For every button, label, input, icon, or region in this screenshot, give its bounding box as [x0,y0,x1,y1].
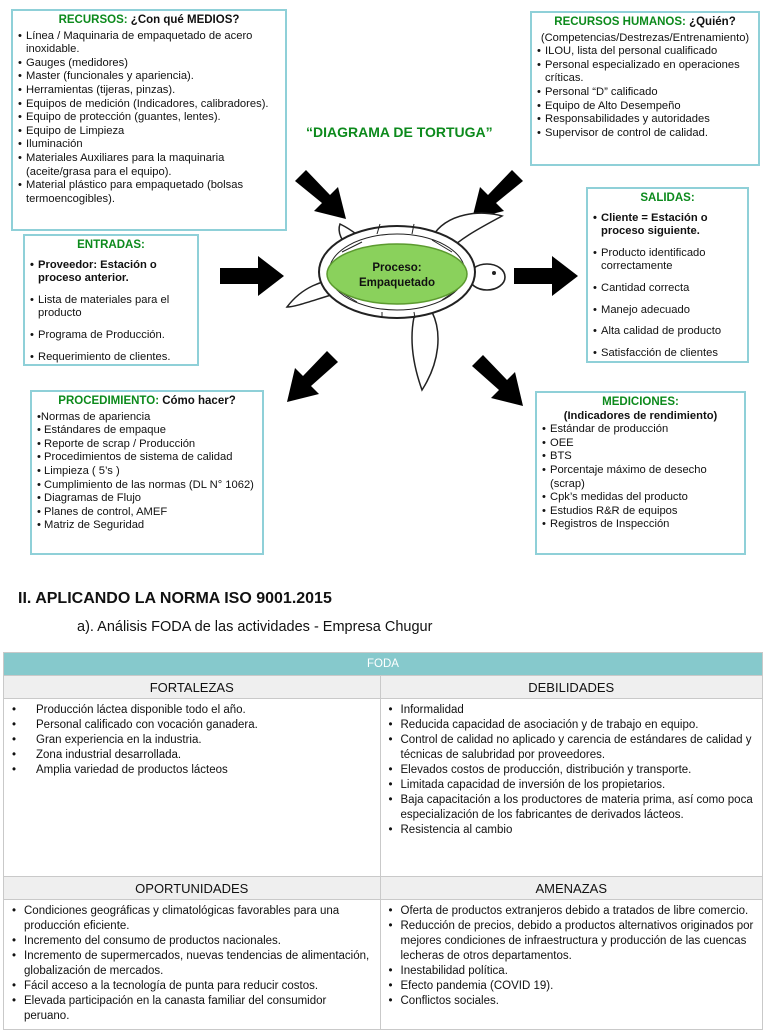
debilidades-list [381,699,763,838]
procedimiento-list [37,411,257,533]
list-item: • Limitada capacidad de inversión de los propietarios. [387,778,757,793]
list-item: • Proveedor: Estación o proceso anterior. [30,259,192,286]
list-item: • Amplia variedad de productos lácteos [10,763,374,778]
list-item: • Diagramas de Flujo [37,492,142,505]
list-item: • Equipos de medición (Indicadores, calibradores). [18,98,280,112]
list-item: • Línea / Maquinaria de empaquetado de acero inoxidable. [18,30,280,57]
arrow-right-out [512,252,580,300]
list-item: • Programa de Producción. [30,329,192,343]
fortalezas-list [4,699,380,778]
entradas-heading: ENTRADAS: [77,239,145,251]
list-item: • Fácil acceso a la tecnología de punta para reducir costos. [10,979,374,994]
list-item: • Herramientas (tijeras, pinzas). [18,84,280,98]
list-item: • Condiciones geográficas y climatológicas favorables para una producción eficiente. [10,904,374,934]
list-item: • Incremento del consumo de productos nacionales. [10,934,374,949]
list-item: • Reducción de precios, debido a productos alternativos originados por mejores condiciones de infraestructura y producción de las cuencas lecheras de otros departamentos. [387,919,757,964]
list-item: • ILOU, lista del personal cualificado [537,45,753,59]
diagram-title: “DIAGRAMA DE TORTUGA” [306,124,493,140]
list-item: • Equipo de Limpieza [18,125,280,139]
list-item: • Limpieza ( 5’s ) [37,464,120,477]
list-item: • BTS [542,450,739,464]
list-item: • Planes de control, AMEF [37,505,168,518]
list-item: • Gran experiencia en la industria. [10,733,374,748]
fortalezas-header: FORTALEZAS [4,676,381,699]
recursos-list [18,30,280,207]
list-item: • Resistencia al cambio [387,823,757,838]
entradas-list [30,259,192,365]
amenazas-cell [380,900,763,1030]
rrhh-heading: RECURSOS HUMANOS: ¿Quién? [554,16,736,28]
procedimiento-heading: PROCEDIMIENTO: Cómo hacer? [58,395,236,407]
debilidades-header: DEBILIDADES [380,676,763,699]
recursos-heading: RECURSOS: ¿Con qué MEDIOS? [58,14,240,26]
list-item: • Zona industrial desarrollada. [10,748,374,763]
entradas-box [23,234,199,366]
mediciones-box [535,391,746,555]
list-item: • Responsabilidades y autoridades [537,113,753,127]
oportunidades-header: OPORTUNIDADES [4,877,381,900]
oportunidades-cell [4,900,381,1030]
list-item: • Producción láctea disponible todo el año. [10,703,374,718]
salidas-heading: SALIDAS: [640,192,695,204]
rrhh-box [530,11,760,166]
mediciones-heading: MEDICIONES: [602,396,679,408]
list-item: • Elevada participación en la canasta familiar del consumidor peruano. [10,994,374,1024]
list-item: • Gauges (medidores) [18,57,280,71]
list-item: • Equipo de Alto Desempeño [537,100,753,114]
amenazas-header: AMENAZAS [380,877,763,900]
list-item: • Registros de Inspección [542,518,739,532]
list-item: • Manejo adecuado [593,304,742,318]
list-item: • Elevados costos de producción, distribución y transporte. [387,763,757,778]
foda-title: FODA [4,653,763,676]
list-item: • Estudios R&R de equipos [542,505,739,519]
list-item: • Reducida capacidad de asociación y de trabajo en equipo. [387,718,757,733]
list-item: • Personal especializado en operaciones críticas. [537,59,753,86]
list-item: • Conflictos sociales. [387,994,757,1009]
procedimiento-box [30,390,264,555]
rrhh-subtitle: (Competencias/Destrezas/Entrenamiento) [540,31,750,44]
section-heading: II. APLICANDO LA NORMA ISO 9001.2015 [18,590,332,607]
list-item: • Materiales Auxiliares para la maquinaria (aceite/grasa para el equipo). [18,152,280,179]
mediciones-subtitle: (Indicadores de rendimiento) [563,409,718,422]
debilidades-cell [380,699,763,877]
list-item: • Matriz de Seguridad [37,519,145,532]
list-item: • Satisfacción de clientes [593,347,742,361]
mediciones-list [542,423,739,532]
list-item: • Control de calidad no aplicado y carencia de estándares de calidad y técnicas de salubridad por proveedores. [387,733,757,763]
arrow-left-in [218,252,286,300]
process-label-line2: Empaquetado [358,277,436,289]
foda-table [3,652,763,1030]
list-item: • Incremento de supermercados, nuevas tendencias de alimentación, globalización de mercados. [10,949,374,979]
amenazas-list [381,900,763,1009]
list-item: • Personal calificado con vocación ganadera. [10,718,374,733]
process-label-line1: Proceso: [372,262,422,274]
oportunidades-list [4,900,380,1024]
list-item: • Cpk’s medidas del producto [542,491,739,505]
list-item: • Iluminación [18,138,280,152]
list-item: • Cantidad correcta [593,282,742,296]
list-item: • Oferta de productos extranjeros debido a tratados de libre comercio. [387,904,757,919]
list-item: • Equipo de protección (guantes, lentes). [18,111,280,125]
list-item: • Cumplimiento de las normas (DL N° 1062) [37,478,254,491]
fortalezas-cell [4,699,381,877]
list-item: • Informalidad [387,703,757,718]
rrhh-list [537,45,753,140]
list-item: •Normas de apariencia [37,410,151,423]
list-item: • Master (funcionales y apariencia). [18,70,280,84]
list-item: • Estándar de producción [542,423,739,437]
list-item: • Lista de materiales para el producto [30,294,192,321]
list-item: • Inestabilidad política. [387,964,757,979]
list-item: • Supervisor de control de calidad. [537,127,753,141]
list-item: • Procedimientos de sistema de calidad [37,451,233,464]
list-item: • Requerimiento de clientes. [30,351,192,365]
list-item: • Efecto pandemia (COVID 19). [387,979,757,994]
list-item: • OEE [542,437,739,451]
recursos-box [11,9,287,231]
list-item: • Baja capacitación a los productores de materia prima, así como poca especialización de los fabricantes de derivados lácteos. [387,793,757,823]
list-item: • Cliente = Estación o proceso siguiente. [593,212,742,239]
list-item: • Material plástico para empaquetado (bolsas termoencogibles). [18,179,280,206]
list-item: • Personal “D” calificado [537,86,753,100]
salidas-box [586,187,749,363]
section-subheading: a). Análisis FODA de las actividades - Empresa Chugur [77,619,433,635]
turtle-illustration [282,212,517,397]
salidas-list [593,212,742,361]
list-item: • Reporte de scrap / Producción [37,437,196,450]
list-item: • Producto identificado correctamente [593,247,742,274]
list-item: • Porcentaje máximo de desecho (scrap) [542,464,739,491]
list-item: • Alta calidad de producto [593,325,742,339]
list-item: • Estándares de empaque [37,424,166,437]
